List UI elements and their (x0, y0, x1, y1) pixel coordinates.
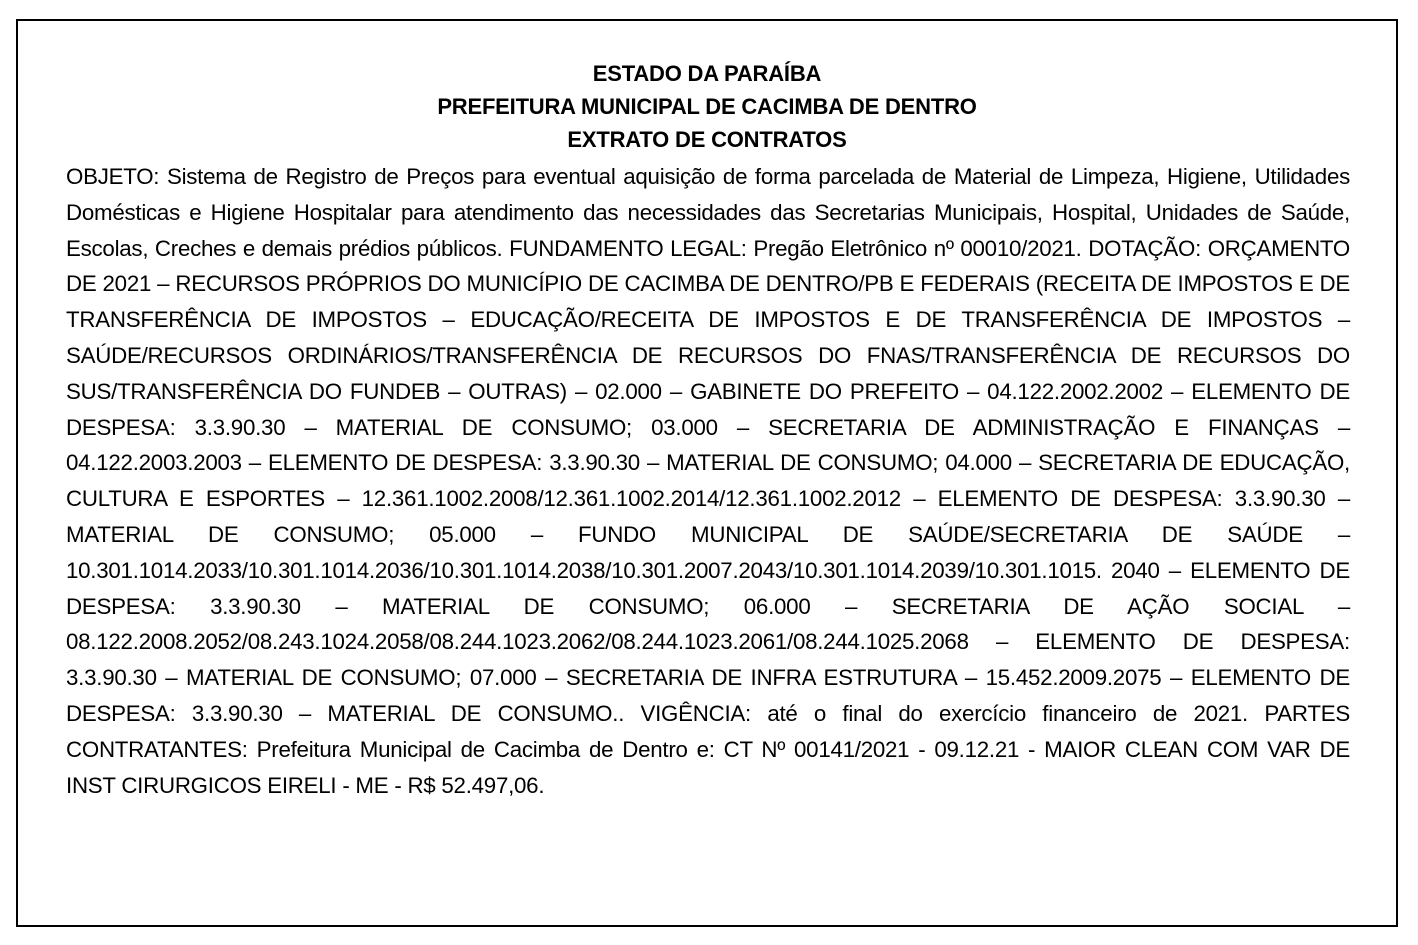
document-header (18, 57, 1396, 156)
document-frame (16, 19, 1398, 927)
header-municipality: PREFEITURA MUNICIPAL DE CACIMBA DE DENTRO (437, 94, 977, 119)
header-document-title: EXTRATO DE CONTRATOS (567, 127, 847, 152)
header-state: ESTADO DA PARAÍBA (592, 61, 822, 86)
contract-extract-body: OBJETO: Sistema de Registro de Preços para eventual aquisição de forma parcelada de Material de Limpeza, Higiene, Utilidades Domésticas e Higiene Hospitalar para atendimento das necessidades das Secretarias Municipais, Hospital, Unidades de Saúde, Escolas, Creches e demais prédios públicos. FUNDAMENTO LEGAL: Pregão Eletrônico nº 00010/2021. DOTAÇÃO: ORÇAMENTO DE 2021 – RECURSOS PRÓPRIOS DO MUNICÍPIO DE CACIMBA DE DENTRO/PB E FEDERAIS (RECEITA DE IMPOSTOS E DE TRANSFERÊNCIA DE IMPOSTOS – EDUCAÇÃO/RECEITA DE IMPOSTOS E DE TRANSFERÊNCIA DE IMPOSTOS – SAÚDE/RECURSOS ORDINÁRIOS/TRANSFERÊNCIA DE RECURSOS DO FNAS/TRANSFERÊNCIA DE RECURSOS DO SUS/TRANSFERÊNCIA DO FUNDEB – OUTRAS) – 02.000 – GABINETE DO PREFEITO – 04.122.2002.2002 – ELEMENTO DE DESPESA: 3.3.90.30 – MATERIAL DE CONSUMO; 03.000 – SECRETARIA DE ADMINISTRAÇÃO E FINANÇAS – 04.122.2003.2003 – ELEMENTO DE DESPESA: 3.3.90.30 – MATERIAL DE CONSUMO; 04.000 – SECRETARIA DE EDUCAÇÃO, CULTURA E ESPORTES – 12.361.1002.2008/12.361.1002.2014/12.361.1002.2012 – ELEMENTO DE DESPESA: 3.3.90.30 – MATERIAL DE CONSUMO; 05.000 – FUNDO MUNICIPAL DE SAÚDE/SECRETARIA DE SAÚDE – 10.301.1014.2033/10.301.1014.2036/10.301.1014.2038/10.301.2007.2043/10.301.1014.2039/10.301.1015. 2040 – ELEMENTO DE DESPESA: 3.3.90.30 – MATERIAL DE CONSUMO; 06.000 – SECRETARIA DE AÇÃO SOCIAL – 08.122.2008.2052/08.243.1024.2058/08.244.1023.2062/08.244.1023.2061/08.244.1025.2068 – ELEMENTO DE DESPESA: 3.3.90.30 – MATERIAL DE CONSUMO; 07.000 – SECRETARIA DE INFRA ESTRUTURA – 15.452.2009.2075 – ELEMENTO DE DESPESA: 3.3.90.30 – MATERIAL DE CONSUMO.. VIGÊNCIA: até o final do exercício financeiro de 2021. PARTES CONTRATANTES: Prefeitura Municipal de Cacimba de Dentro e: CT Nº 00141/2021 - 09.12.21 - MAIOR CLEAN COM VAR DE INST CIRURGICOS EIRELI - ME - R$ 52.497,06. (66, 164, 1350, 798)
